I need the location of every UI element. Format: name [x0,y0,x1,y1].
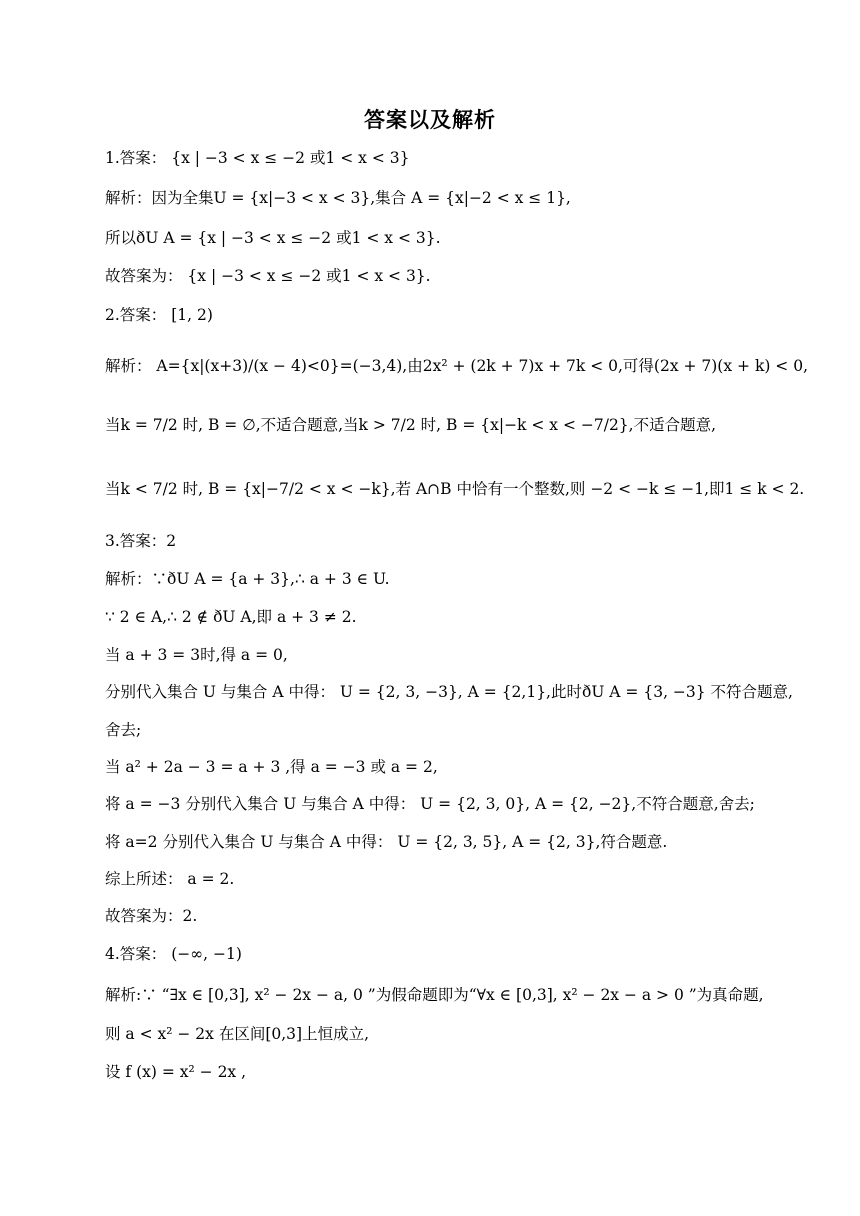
analysis-2-line-3: 当k < 7/2 时, B = {x|−7/2 < x < −k},若 A∩B 中恰有一个整数,则 −2 < −k ≤ −1,即1 ≤ k < 2. [105,480,805,498]
analysis-3-line-1: 解析：∵ðU A = {a + 3},∴ a + 3 ∈ U. [105,570,390,588]
analysis-3-line-2: ∵ 2 ∈ A,∴ 2 ∉ ðU A,即 a + 3 ≠ 2. [105,608,357,626]
analysis-3-line-5: 舍去; [105,721,142,739]
analysis-4-line-1: 解析:∵ “∃x ∈ [0,3], x² − 2x − a, 0 ”为假命题即为“∀x ∈ [0,3], x² − 2x − a > 0 ”为真命题, [105,986,764,1004]
analysis-3-line-4: 分别代入集合 U 与集合 A 中得： U = {2, 3, −3}, A = {2,1},此时ðU A = {3, −3} 不符合题意, [105,683,793,701]
analysis-3-line-6: 当 a² + 2a − 3 = a + 3 ,得 a = −3 或 a = 2, [105,758,438,776]
analysis-2-line-1: 解析： A={x|(x+3)/(x − 4)<0}=(−3,4),由2x² + (2k + 7)x + 7k < 0,可得(2x + 7)(x + k) < 0, [105,357,809,375]
analysis-3-line-8: 将 a=2 分别代入集合 U 与集合 A 中得： U = {2, 3, 5}, A = {2, 3},符合题意. [105,833,668,851]
answer-3: 3.答案：2 [105,532,177,550]
answer-4: 4.答案： (−∞, −1) [105,945,242,963]
analysis-4-line-2: 则 a < x² − 2x 在区间[0,3]上恒成立, [105,1025,370,1043]
analysis-1-line-2: 所以ðU A = {x | −3 < x ≤ −2 或1 < x < 3}. [105,229,441,247]
analysis-3-line-9: 综上所述： a = 2. [105,870,235,888]
answer-2: 2.答案： [1, 2) [105,306,213,324]
analysis-3-line-10: 故答案为：2. [105,907,198,925]
analysis-4-line-3: 设 f (x) = x² − 2x , [105,1063,247,1081]
page-title: 答案以及解析 [364,108,496,132]
analysis-3-line-7: 将 a = −3 分别代入集合 U 与集合 A 中得： U = {2, 3, 0}, A = {2, −2},不符合题意,舍去; [105,795,755,813]
analysis-2-line-2: 当k = 7/2 时, B = ∅,不适合题意,当k > 7/2 时, B = {x|−k < x < −7/2},不适合题意, [105,416,717,434]
analysis-3-line-3: 当 a + 3 = 3时,得 a = 0, [105,646,288,664]
analysis-1-line-1: 解析：因为全集U = {x|−3 < x < 3},集合 A = {x|−2 < x ≤ 1}, [105,189,571,207]
analysis-1-line-3: 故答案为： {x | −3 < x ≤ −2 或1 < x < 3}. [105,267,431,285]
answer-1: 1.答案： {x | −3 < x ≤ −2 或1 < x < 3} [105,149,410,167]
